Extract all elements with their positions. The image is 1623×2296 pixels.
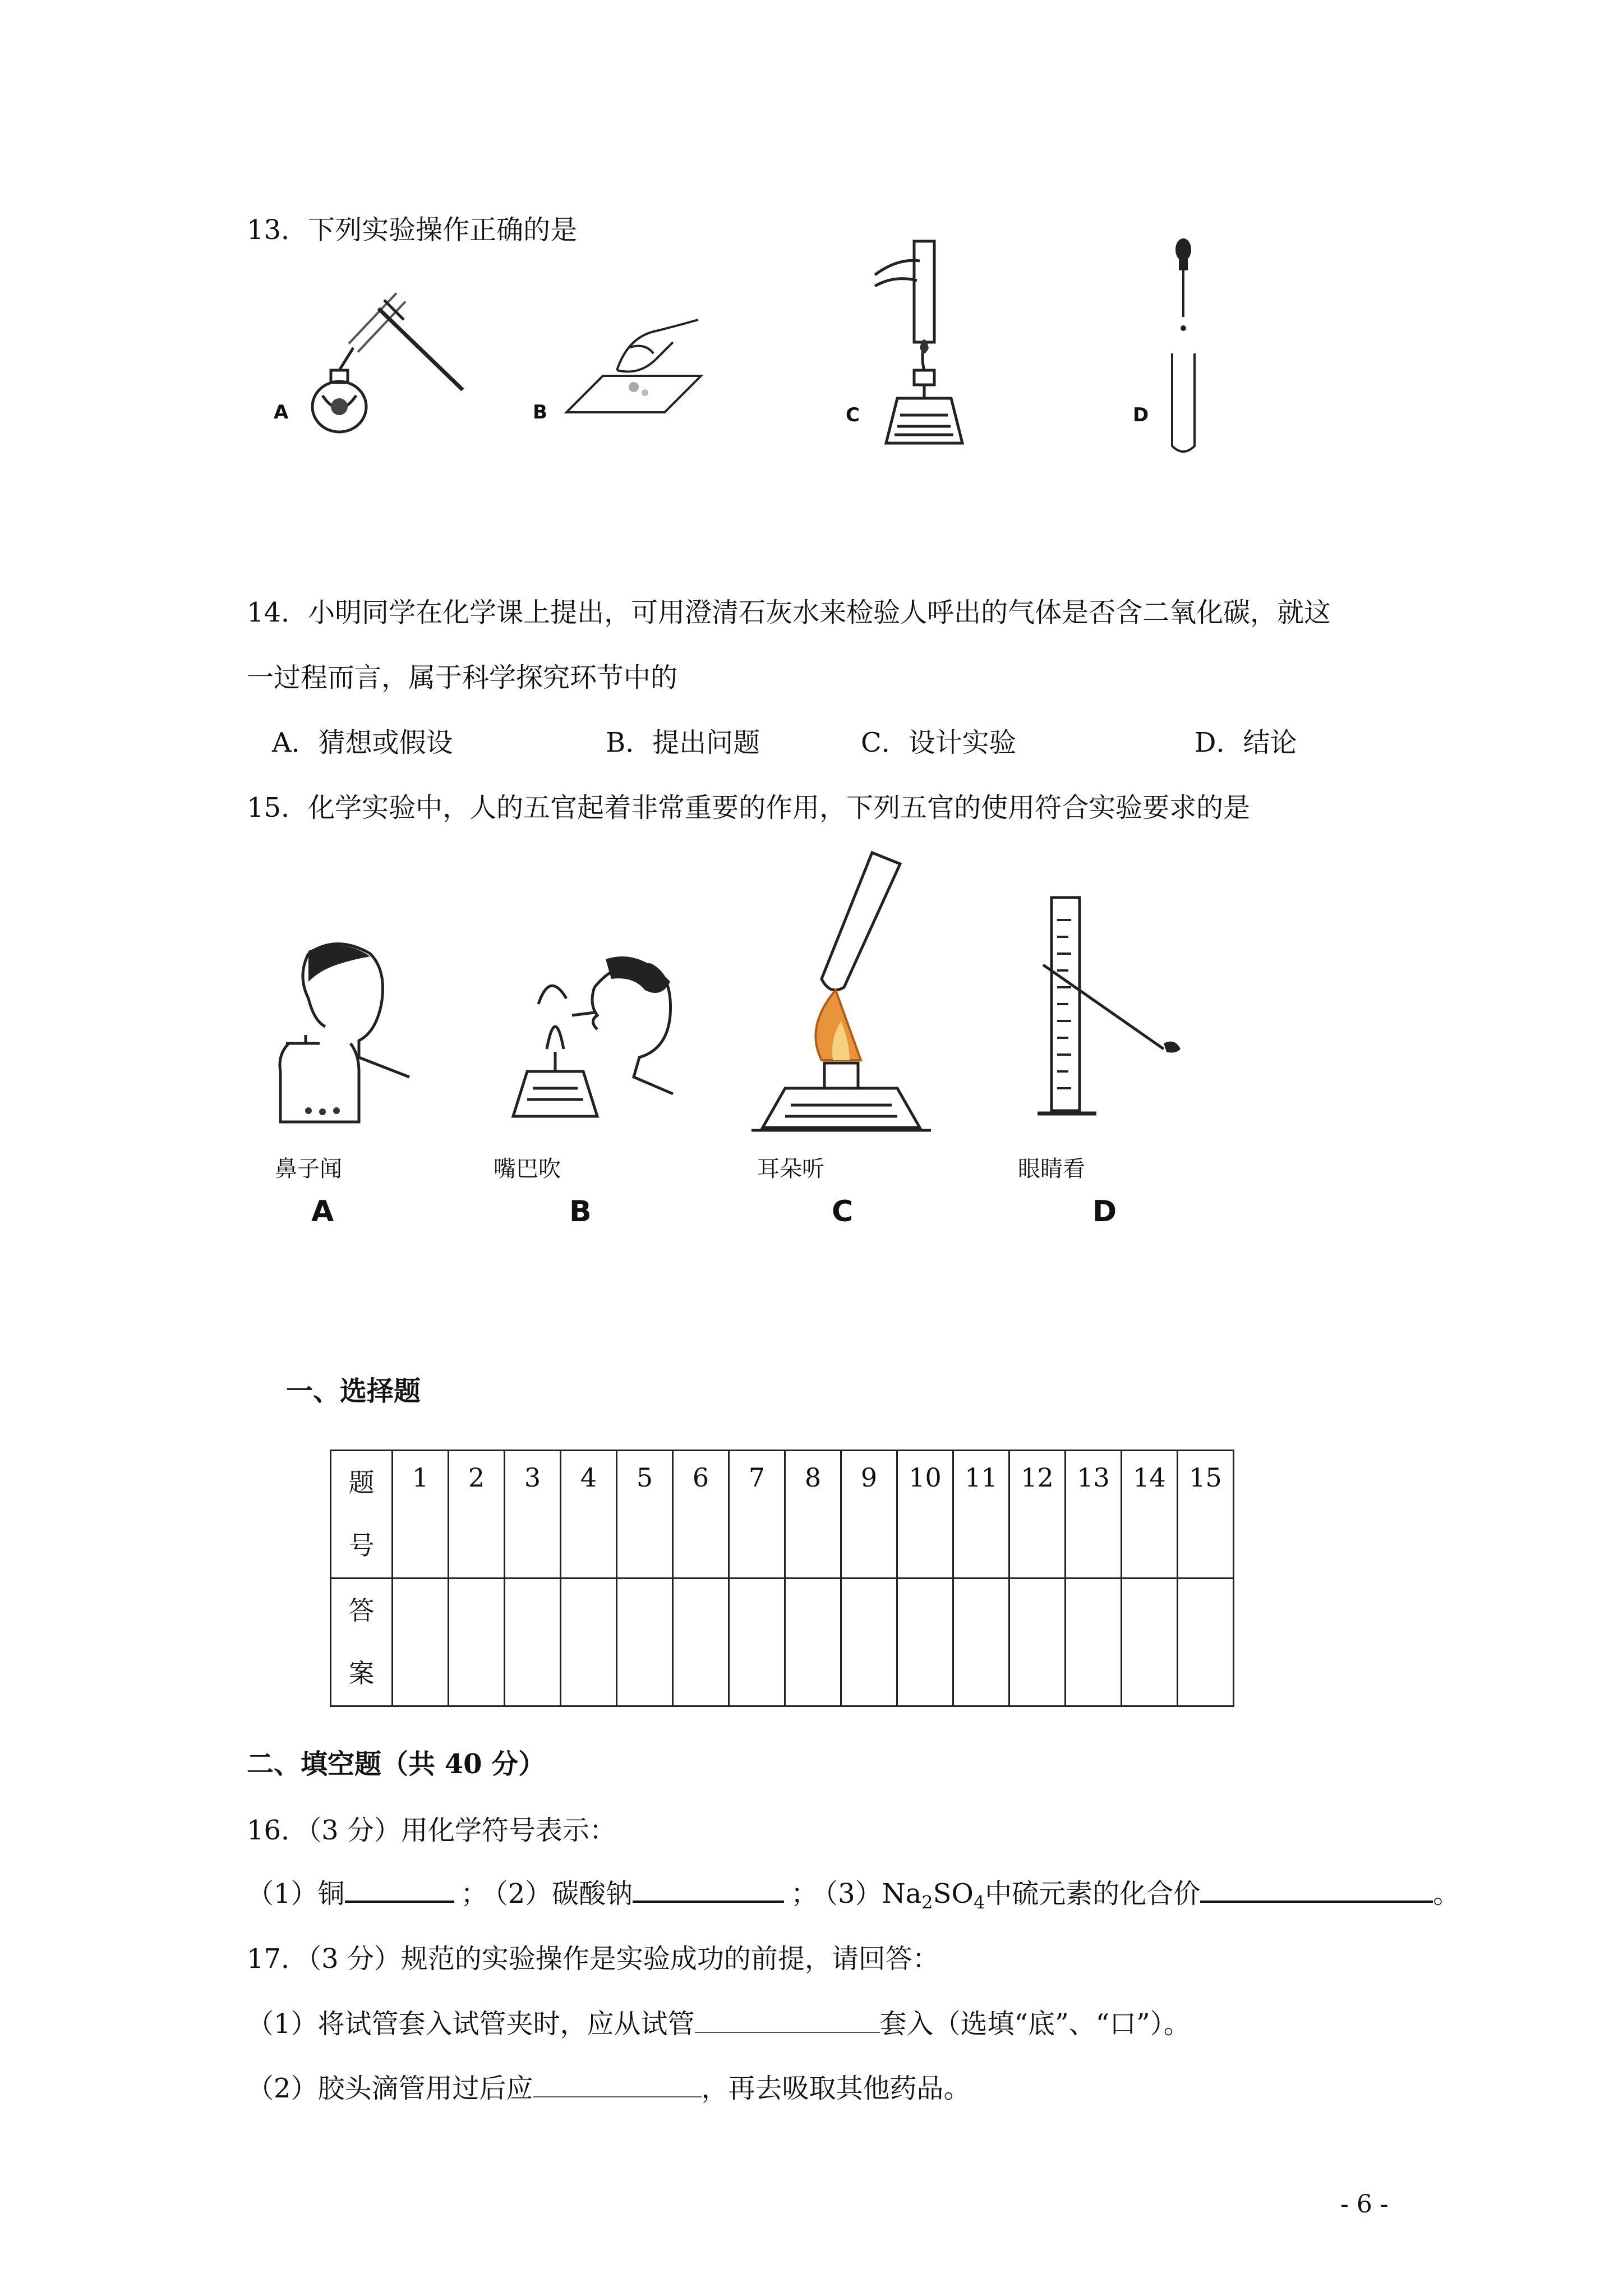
question-number-cell: 5 bbox=[617, 1451, 673, 1579]
q17-blank-dropper[interactable] bbox=[533, 2074, 702, 2097]
q13-option-c: C bbox=[846, 404, 860, 426]
question-number-cell: 2 bbox=[449, 1451, 505, 1579]
q13-option-d: D bbox=[1133, 404, 1149, 426]
answer-table bbox=[330, 1450, 1234, 1707]
answer-cell[interactable] bbox=[673, 1579, 729, 1706]
q15-option-a: A bbox=[311, 1195, 334, 1228]
q15-option-b: B bbox=[569, 1195, 592, 1228]
q15-option-c: C bbox=[832, 1195, 854, 1228]
question-number-cell: 13 bbox=[1066, 1451, 1122, 1579]
answer-cell[interactable] bbox=[785, 1579, 841, 1706]
q16-blank-copper[interactable] bbox=[345, 1878, 454, 1903]
question-number-cell: 8 bbox=[785, 1451, 841, 1579]
answer-row-header: 答 案 bbox=[331, 1579, 393, 1706]
q16-end-mark: 。 bbox=[1433, 1878, 1460, 1910]
q16-blank-sodium-carbonate[interactable] bbox=[633, 1878, 784, 1903]
q17-part2-text: （2）胶头滴管用过后应 bbox=[247, 2073, 533, 2104]
answer-cell[interactable] bbox=[505, 1579, 561, 1706]
q17-part1-text: （1）将试管套入试管夹时，应从试管 bbox=[247, 2008, 695, 2040]
q17-blank-tube-end[interactable] bbox=[695, 2009, 880, 2033]
q15-figure-b-blowing-lamp bbox=[505, 937, 684, 1128]
q16-separator: ； bbox=[460, 1878, 488, 1910]
q16-part1-label: （1）铜 bbox=[247, 1878, 345, 1910]
q15-caption-c: 耳朵听 bbox=[757, 1156, 824, 1182]
q15-option-d: D bbox=[1092, 1195, 1117, 1228]
question-number-cell: 10 bbox=[897, 1451, 953, 1579]
q14-option-d: D．结论 bbox=[1195, 727, 1297, 758]
q13-figure-d-dropper bbox=[1150, 236, 1217, 460]
q17-stem: 17．（3 分）规范的实验操作是实验成功的前提，请回答： bbox=[247, 1943, 939, 1975]
question-number-cell: 3 bbox=[505, 1451, 561, 1579]
question-number-cell: 1 bbox=[393, 1451, 449, 1579]
q14-stem-line1: 14．小明同学在化学课上提出，可用澄清石灰水来检验人呼出的气体是否含二氧化碳，就这 bbox=[247, 597, 1331, 628]
q14-option-c: C．设计实验 bbox=[861, 727, 1016, 758]
page-number: - 6 - bbox=[1340, 2190, 1389, 2219]
q13-figure-c-vertical-tube-heating bbox=[864, 236, 976, 454]
q14-option-a: A．猜想或假设 bbox=[272, 727, 453, 758]
answer-cell[interactable] bbox=[393, 1579, 449, 1706]
q17-part2-tail: ，再去吸取其他药品。 bbox=[701, 2073, 971, 2104]
q16-stem: 16．（3 分）用化学符号表示： bbox=[247, 1815, 616, 1846]
q14-option-b: B．提出问题 bbox=[606, 727, 760, 758]
question-number-cell: 11 bbox=[953, 1451, 1009, 1579]
question-number-cell: 7 bbox=[729, 1451, 785, 1579]
q15-figure-a-smelling-bottle bbox=[275, 937, 415, 1139]
section2-title: 二、填空题（共 40 分） bbox=[247, 1749, 546, 1780]
question-number-cell: 15 bbox=[1178, 1451, 1234, 1579]
answer-cell[interactable] bbox=[897, 1579, 953, 1706]
number-row-header: 题 号 bbox=[331, 1451, 393, 1579]
q16-part2-label: （2）碳酸钠 bbox=[494, 1878, 633, 1910]
answer-table-answer-row bbox=[331, 1579, 1234, 1706]
q13-option-b: B bbox=[533, 401, 547, 424]
answer-cell[interactable] bbox=[1009, 1579, 1066, 1706]
q15-caption-a: 鼻子闻 bbox=[275, 1156, 342, 1182]
answer-cell[interactable] bbox=[1178, 1579, 1234, 1706]
answer-cell[interactable] bbox=[617, 1579, 673, 1706]
question-number-cell: 14 bbox=[1122, 1451, 1178, 1579]
q15-caption-d: 眼睛看 bbox=[1018, 1156, 1085, 1182]
answer-cell[interactable] bbox=[449, 1579, 505, 1706]
section1-title: 一、选择题 bbox=[286, 1375, 421, 1407]
q13-figure-a-heating-tube bbox=[269, 286, 471, 443]
q14-stem-line2: 一过程而言，属于科学探究环节中的 bbox=[247, 662, 678, 693]
q15-stem: 15．化学实验中，人的五官起着非常重要的作用，下列五官的使用符合实验要求的是 bbox=[247, 792, 1251, 823]
q16-line bbox=[247, 1877, 1460, 1920]
q16-blank-sulfur-valence[interactable] bbox=[1200, 1878, 1433, 1903]
q17-part2 bbox=[247, 2072, 971, 2105]
q17-part1-tail: 套入（选填“底”、“口”）。 bbox=[879, 2008, 1191, 2040]
answer-cell[interactable] bbox=[729, 1579, 785, 1706]
question-number-cell: 6 bbox=[673, 1451, 729, 1579]
answer-cell[interactable] bbox=[841, 1579, 897, 1706]
q13-option-a: A bbox=[274, 401, 289, 424]
answer-cell[interactable] bbox=[1122, 1579, 1178, 1706]
q13-stem: 13．下列实验操作正确的是 bbox=[247, 214, 578, 246]
q15-figure-d-graduated-cylinder bbox=[1026, 886, 1195, 1133]
question-number-cell: 4 bbox=[561, 1451, 617, 1579]
question-number-cell: 12 bbox=[1009, 1451, 1066, 1579]
answer-table-number-row bbox=[331, 1451, 1234, 1579]
q15-figure-c-tube-over-flame bbox=[751, 841, 931, 1139]
q15-caption-b: 嘴巴吹 bbox=[494, 1156, 561, 1182]
question-number-cell: 9 bbox=[841, 1451, 897, 1579]
q16-separator: ； bbox=[791, 1878, 818, 1910]
q13-figure-b-hand-powder bbox=[561, 314, 707, 421]
answer-cell[interactable] bbox=[953, 1579, 1009, 1706]
answer-cell[interactable] bbox=[1066, 1579, 1122, 1706]
answer-cell[interactable] bbox=[561, 1579, 617, 1706]
q16-part3-label: $(3)Na_2SO_4$中硫元素的化合价 bbox=[824, 1878, 1201, 1913]
q17-part1 bbox=[247, 2007, 1191, 2041]
